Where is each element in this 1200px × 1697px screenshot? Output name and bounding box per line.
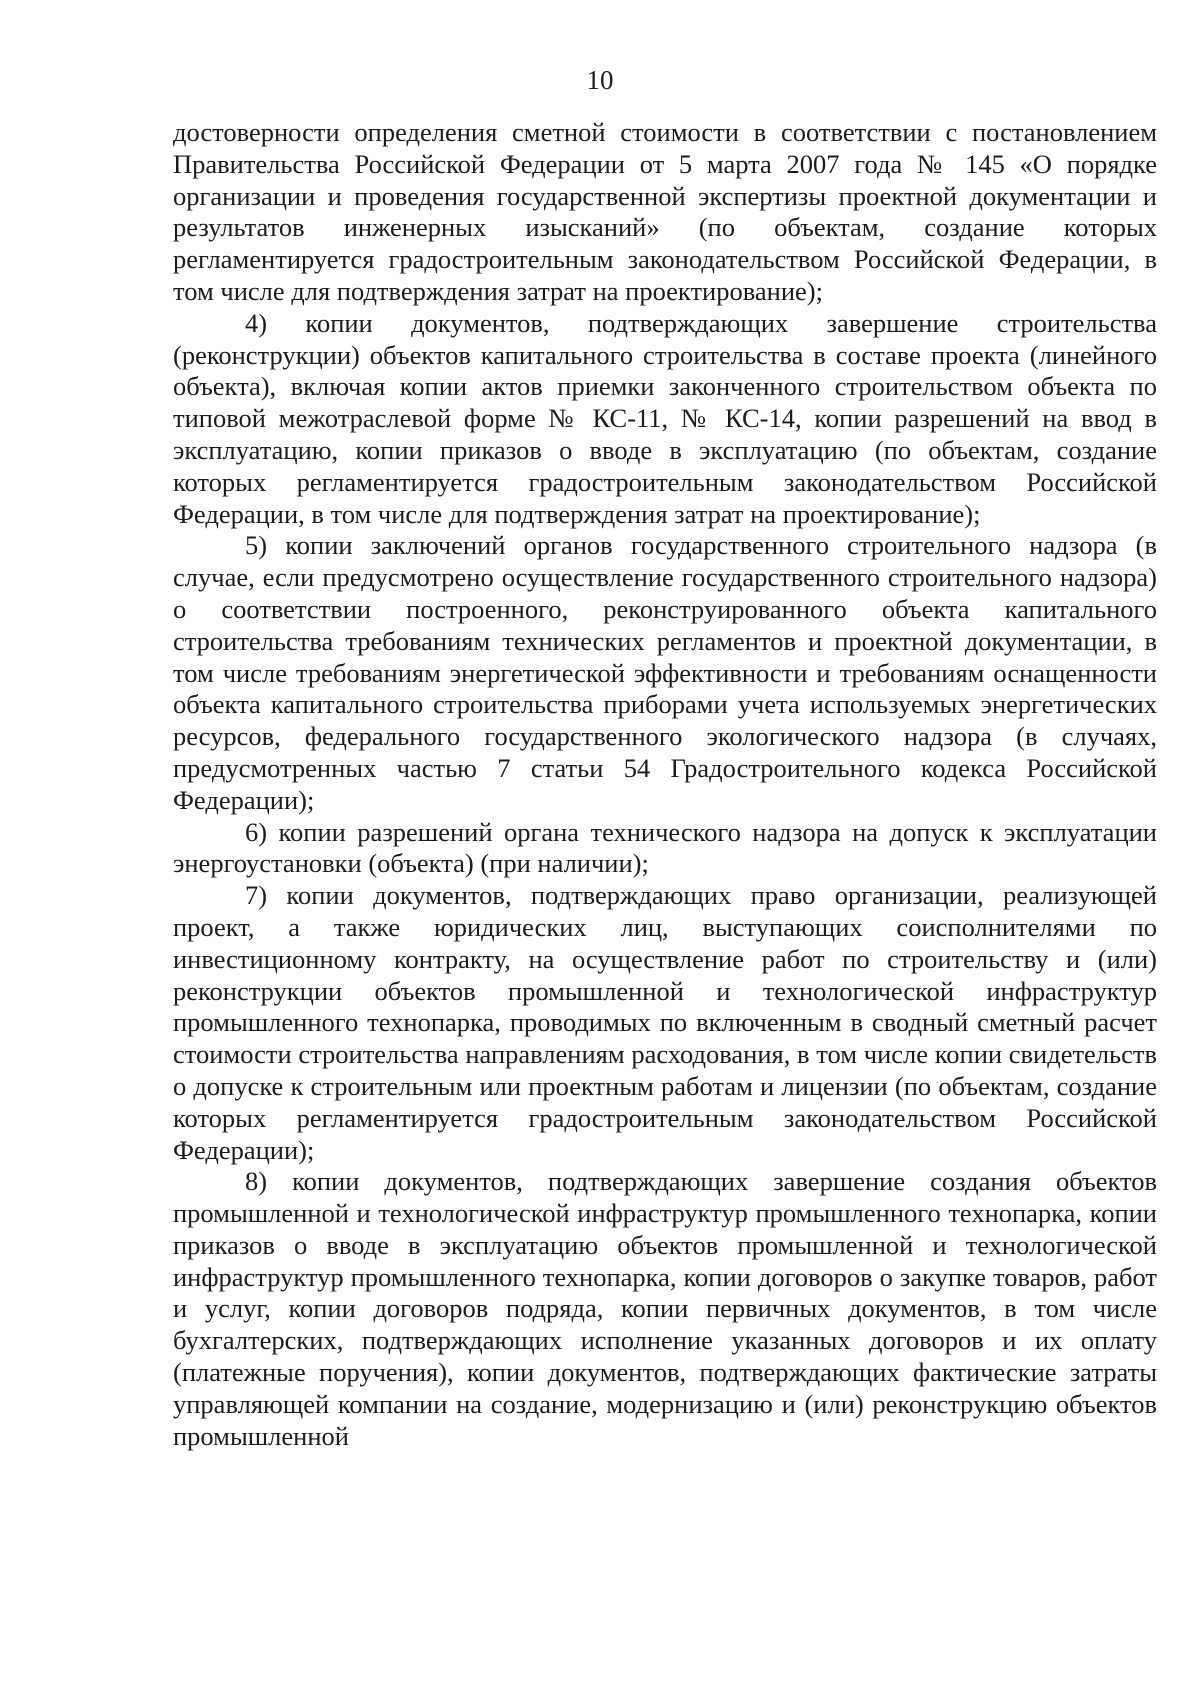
paragraph: 8) копии документов, подтверждающих завершение создания объектов промышленной и технологической инфраструктур промышленного технопарка, копии приказов о вводе в эксплуатацию объектов промышленной и технологической инфраструктур промышленного технопарка, копии договоров о закупке товаров, работ и услуг, копии договоров подряда, копии первичных документов, в том числе бухгалтерских, подтверждающих исполнение указанных договоров и их оплату (платежные поручения), копии документов, подтверждающих фактические затраты управляющей компании на создание, модернизацию и (или) реконструкцию объектов промышленной bbox=[173, 1166, 1157, 1451]
document-body bbox=[173, 117, 1157, 1452]
paragraph: 6) копии разрешений органа технического надзора на допуск к эксплуатации энергоустановки (объекта) (при наличии); bbox=[173, 816, 1157, 879]
page-number: 10 bbox=[586, 65, 614, 95]
paragraph: достоверности определения сметной стоимости в соответствии с постановлением Правительства Российской Федерации от 5 марта 2007 года № 145 «О порядке организации и проведения государственной экспертизы проектной документации и результатов инженерных изысканий» (по объектам, создание которых регламентируется градостроительным законодательством Российской Федерации, в том числе для подтверждения затрат на проектирование); bbox=[173, 117, 1157, 306]
paragraph: 5) копии заключений органов государственного строительного надзора (в случае, если предусмотрено осуществление государственного строительного надзора) о соответствии построенного, реконструированного объекта капитального строительства требованиям технических регламентов и проектной документации, в том числе требованиям энергетической эффективности и требованиям оснащенности объекта капитального строительства приборами учета используемых энергетических ресурсов, федерального государственного экологического надзора (в случаях, предусмотренных частью 7 статьи 54 Градостроительного кодекса Российской Федерации); bbox=[173, 530, 1157, 815]
paragraph: 4) копии документов, подтверждающих завершение строительства (реконструкции) объектов капитального строительства в составе проекта (линейного объекта), включая копии актов приемки законченного строительством объекта по типовой межотраслевой форме № КС-11, № КС-14, копии разрешений на ввод в эксплуатацию, копии приказов о вводе в эксплуатацию (по объектам, создание которых регламентируется градостроительным законодательством Российской Федерации, в том числе для подтверждения затрат на проектирование); bbox=[173, 307, 1157, 529]
paragraph: 7) копии документов, подтверждающих право организации, реализующей проект, а также юридических лиц, выступающих соисполнителями по инвестиционному контракту, на осуществление работ по строительству и (или) реконструкции объектов промышленной и технологической инфраструктур промышленного технопарка, проводимых по включенным в сводный сметный расчет стоимости строительства направлениям расходования, в том числе копии свидетельств о допуске к строительным или проектным работам и лицензии (по объектам, создание которых регламентируется градостроительным законодательством Российской Федерации); bbox=[173, 880, 1157, 1165]
